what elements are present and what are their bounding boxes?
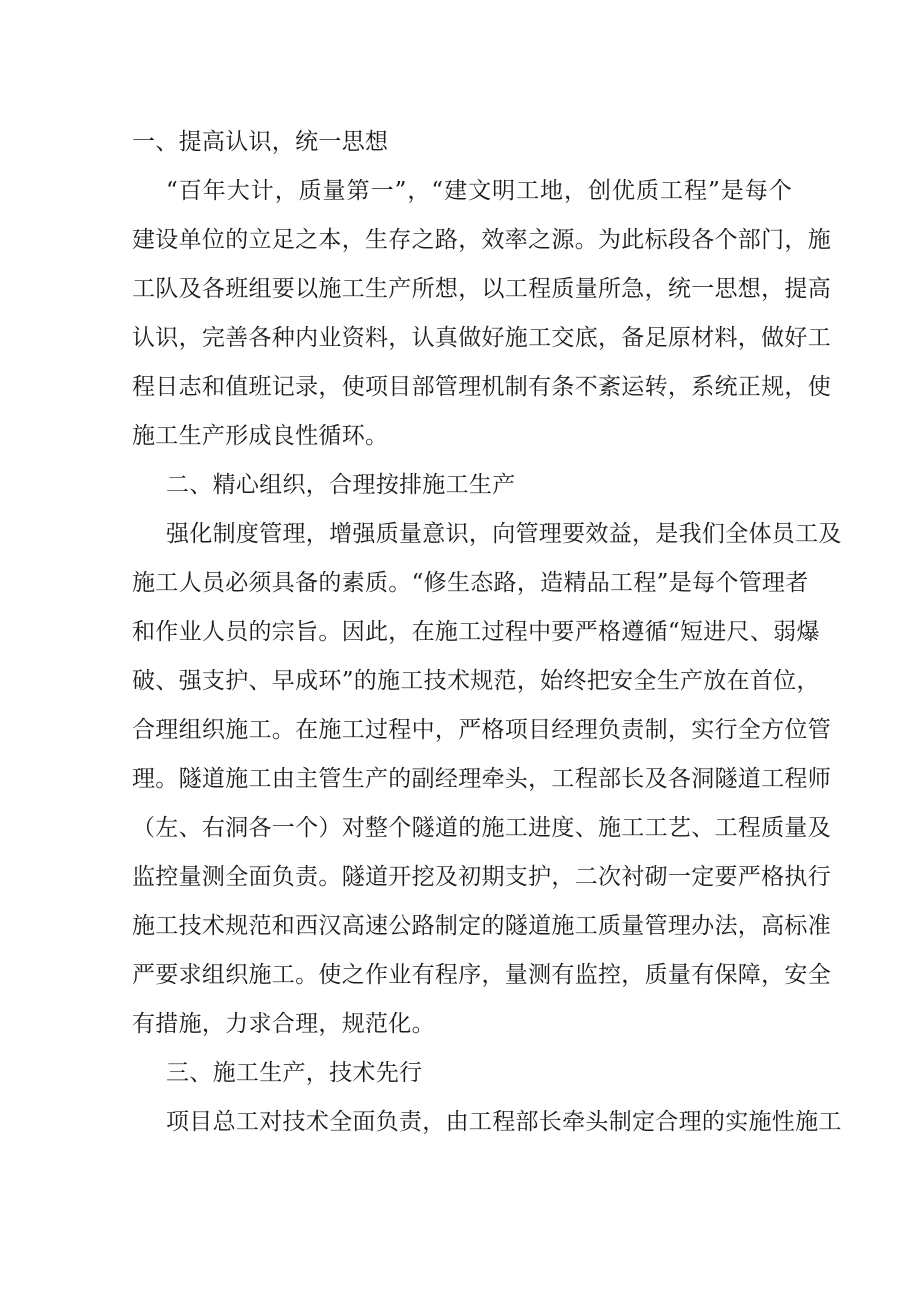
paragraph-line: “百年大计，质量第一”，“建文明工地，创优质工程”是每个	[166, 178, 792, 204]
section-heading-2: 二、精心组织，合理按排施工生产	[166, 472, 516, 498]
paragraph-line: 强化制度管理，增强质量意识，向管理要效益，是我们全体员工及	[166, 521, 842, 547]
paragraph-line: （左、右洞各一个）对整个隧道的施工进度、施工工艺、工程质量及	[132, 815, 831, 841]
paragraph-line: 监控量测全面负责。隧道开挖及初期支护，二次衬砌一定要严格执行	[132, 864, 831, 890]
paragraph-line: 严要求组织施工。使之作业有程序，量测有监控，质量有保障，安全	[132, 962, 831, 988]
paragraph-line: 破、强支护、早成环”的施工技术规范，始终把安全生产放在首位，	[132, 668, 820, 694]
paragraph-line: 施工人员必须具备的素质。“修生态路，造精品工程”是每个管理者	[132, 570, 809, 596]
paragraph-line: 和作业人员的宗旨。因此，在施工过程中要严格遵循“短进尺、弱爆	[132, 619, 820, 645]
section-heading-1: 一、提高认识，统一思想	[132, 129, 389, 155]
section-2-paragraph	[132, 510, 842, 1049]
section-1-paragraph	[132, 167, 831, 461]
paragraph-line: 项目总工对技术全面负责，由工程部长牵头制定合理的实施性施工	[166, 1109, 842, 1135]
paragraph-line: 工队及各班组要以施工生产所想，以工程质量所急，统一思想，提高	[132, 276, 831, 302]
paragraph-line: 施工技术规范和西汉高速公路制定的隧道施工质量管理办法，高标准	[132, 913, 831, 939]
paragraph-line: 建设单位的立足之本，生存之路，效率之源。为此标段各个部门，施	[132, 227, 831, 253]
document-body	[132, 118, 842, 1147]
paragraph-line: 程日志和值班记录，使项目部管理机制有条不紊运转，系统正规，使	[132, 374, 831, 400]
paragraph-line: 认识，完善各种内业资料，认真做好施工交底，备足原材料，做好工	[132, 325, 831, 351]
paragraph-line: 施工生产形成良性循环。	[132, 423, 389, 449]
section-heading-3: 三、施工生产，技术先行	[166, 1060, 423, 1086]
paragraph-line: 理。隧道施工由主管生产的副经理牵头，工程部长及各洞隧道工程师	[132, 766, 831, 792]
section-3-paragraph	[132, 1098, 842, 1147]
paragraph-line: 有措施，力求合理，规范化。	[132, 1011, 435, 1037]
paragraph-line: 合理组织施工。在施工过程中，严格项目经理负责制，实行全方位管	[132, 717, 831, 743]
